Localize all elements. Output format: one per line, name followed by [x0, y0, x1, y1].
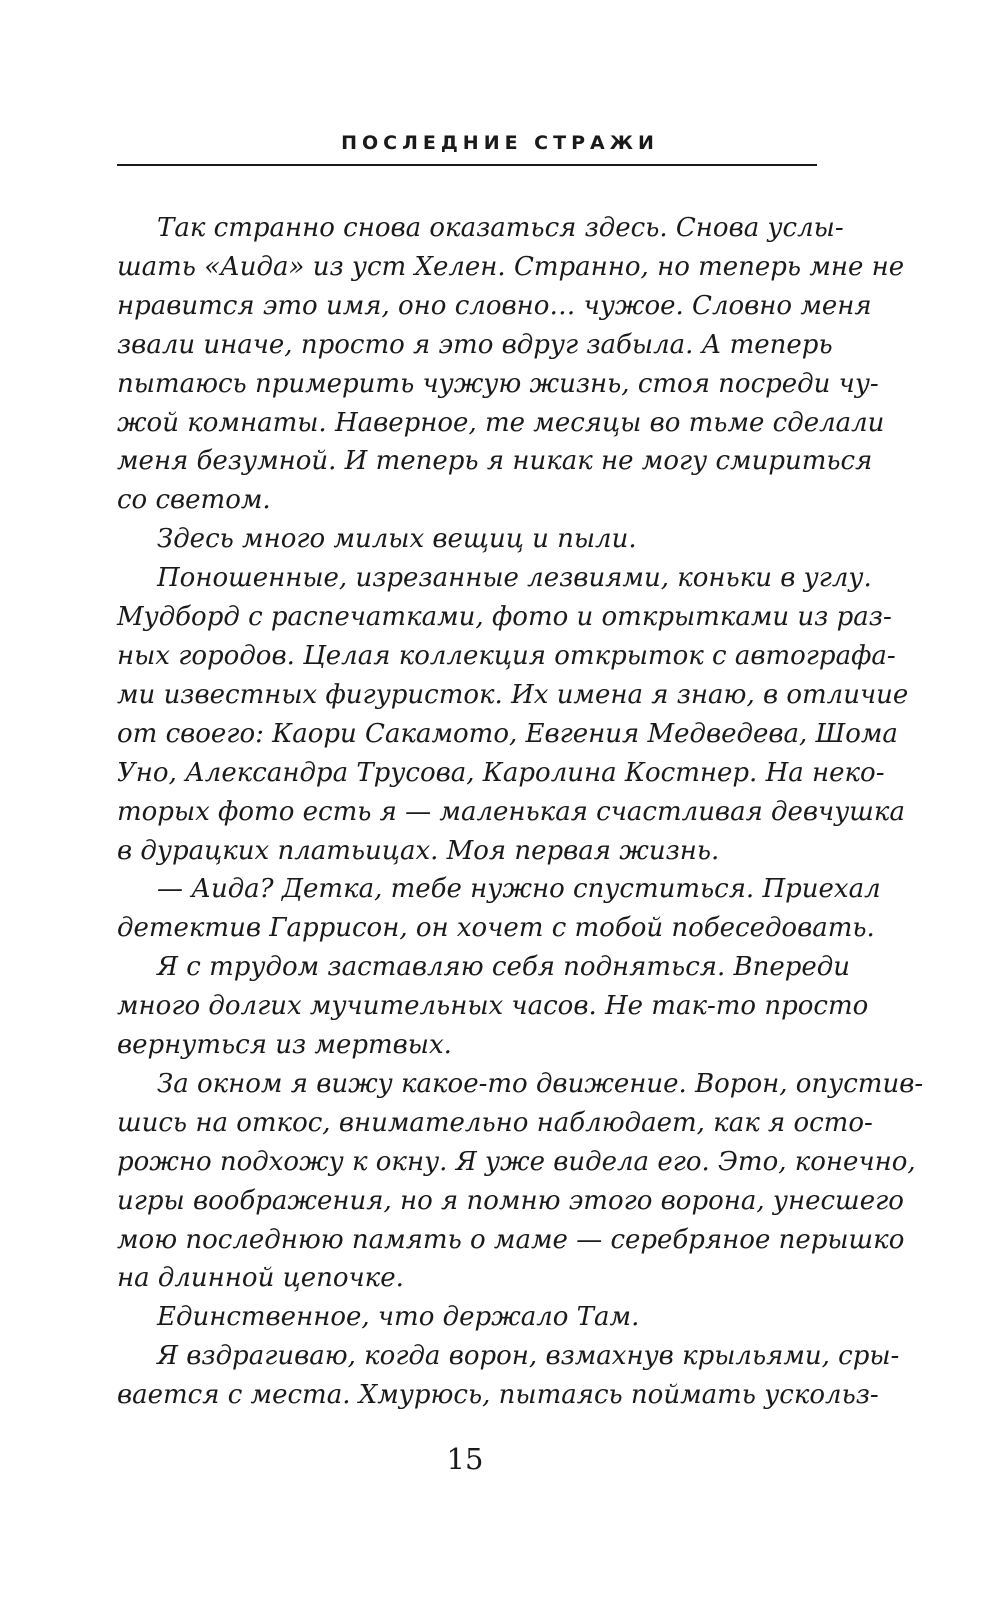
text-line: Мудборд с распечатками, фото и открытками из раз- [117, 602, 892, 633]
text-line: со светом. [117, 485, 271, 516]
text-line: Я с трудом заставляю себя подняться. Впереди [157, 952, 850, 983]
text-line: Я вздрагиваю, когда ворон, взмахнув крыльями, сры- [157, 1341, 900, 1372]
text-line: жой комнаты. Наверное, те месяцы во тьме сделали [117, 407, 885, 438]
header-rule [117, 164, 817, 166]
text-line: Здесь много милых вещиц и пыли. [157, 524, 637, 555]
text-line: на длинной цепочке. [117, 1263, 404, 1294]
running-title: ПОСЛЕДНИЕ СТРАЖИ [341, 132, 659, 154]
text-line: детектив Гаррисон, он хочет с тобой побеседовать. [117, 913, 875, 944]
text-line: мою последнюю память о маме — серебряное перышко [117, 1224, 905, 1255]
text-line: в дурацких платьицах. Моя первая жизнь. [117, 835, 720, 866]
text-line: Так странно снова оказаться здесь. Снова услы- [157, 213, 844, 243]
text-line: игры воображения, но я помню этого ворона, унесшего [117, 1185, 904, 1216]
text-line: много долгих мучительных часов. Не так-то просто [117, 991, 869, 1022]
text-line: За окном я вижу какое-то движение. Ворон, опустив- [157, 1068, 924, 1099]
text-line: вается с места. Хмурюсь, пытаясь поймать ускольз- [117, 1380, 879, 1411]
text-line: — Аида? Детка, тебе нужно спуститься. Приехал [157, 874, 881, 905]
text-line: шись на откос, внимательно наблюдает, как я осто- [117, 1107, 873, 1138]
text-line: Уно, Александра Трусова, Каролина Костнер. На неко- [117, 757, 885, 788]
text-line: звали иначе, просто я это вдруг забыла. А теперь [117, 329, 833, 360]
text-line: меня безумной. И теперь я никак не могу смириться [117, 446, 873, 477]
text-line: шать «Аида» из уст Хелен. Странно, но теперь мне не [117, 251, 905, 282]
text-line: Поношенные, изрезанные лезвиями, коньки в углу. [157, 563, 872, 594]
text-line: торых фото есть я — маленькая счастливая девчушка [117, 796, 905, 827]
text-line: рожно подхожу к окну. Я уже видела его. Это, конечно, [117, 1146, 916, 1177]
page-number: 15 [446, 1442, 484, 1476]
text-line: нравится это имя, оно словно… чужое. Словно меня [117, 290, 872, 321]
text-line: ми известных фигуристок. Их имена я знаю, в отличие [117, 679, 909, 710]
text-line: пытаюсь примерить чужую жизнь, стоя посреди чу- [117, 368, 879, 399]
text-line: ных городов. Целая коллекция открыток с автографа- [117, 640, 896, 671]
text-line: Единственное, что держало Там. [157, 1302, 640, 1333]
text-line: от своего: Каори Сакамото, Евгения Медведева, Шома [117, 718, 898, 749]
page-body [117, 209, 924, 1415]
text-line: вернуться из мертвых. [117, 1030, 452, 1061]
